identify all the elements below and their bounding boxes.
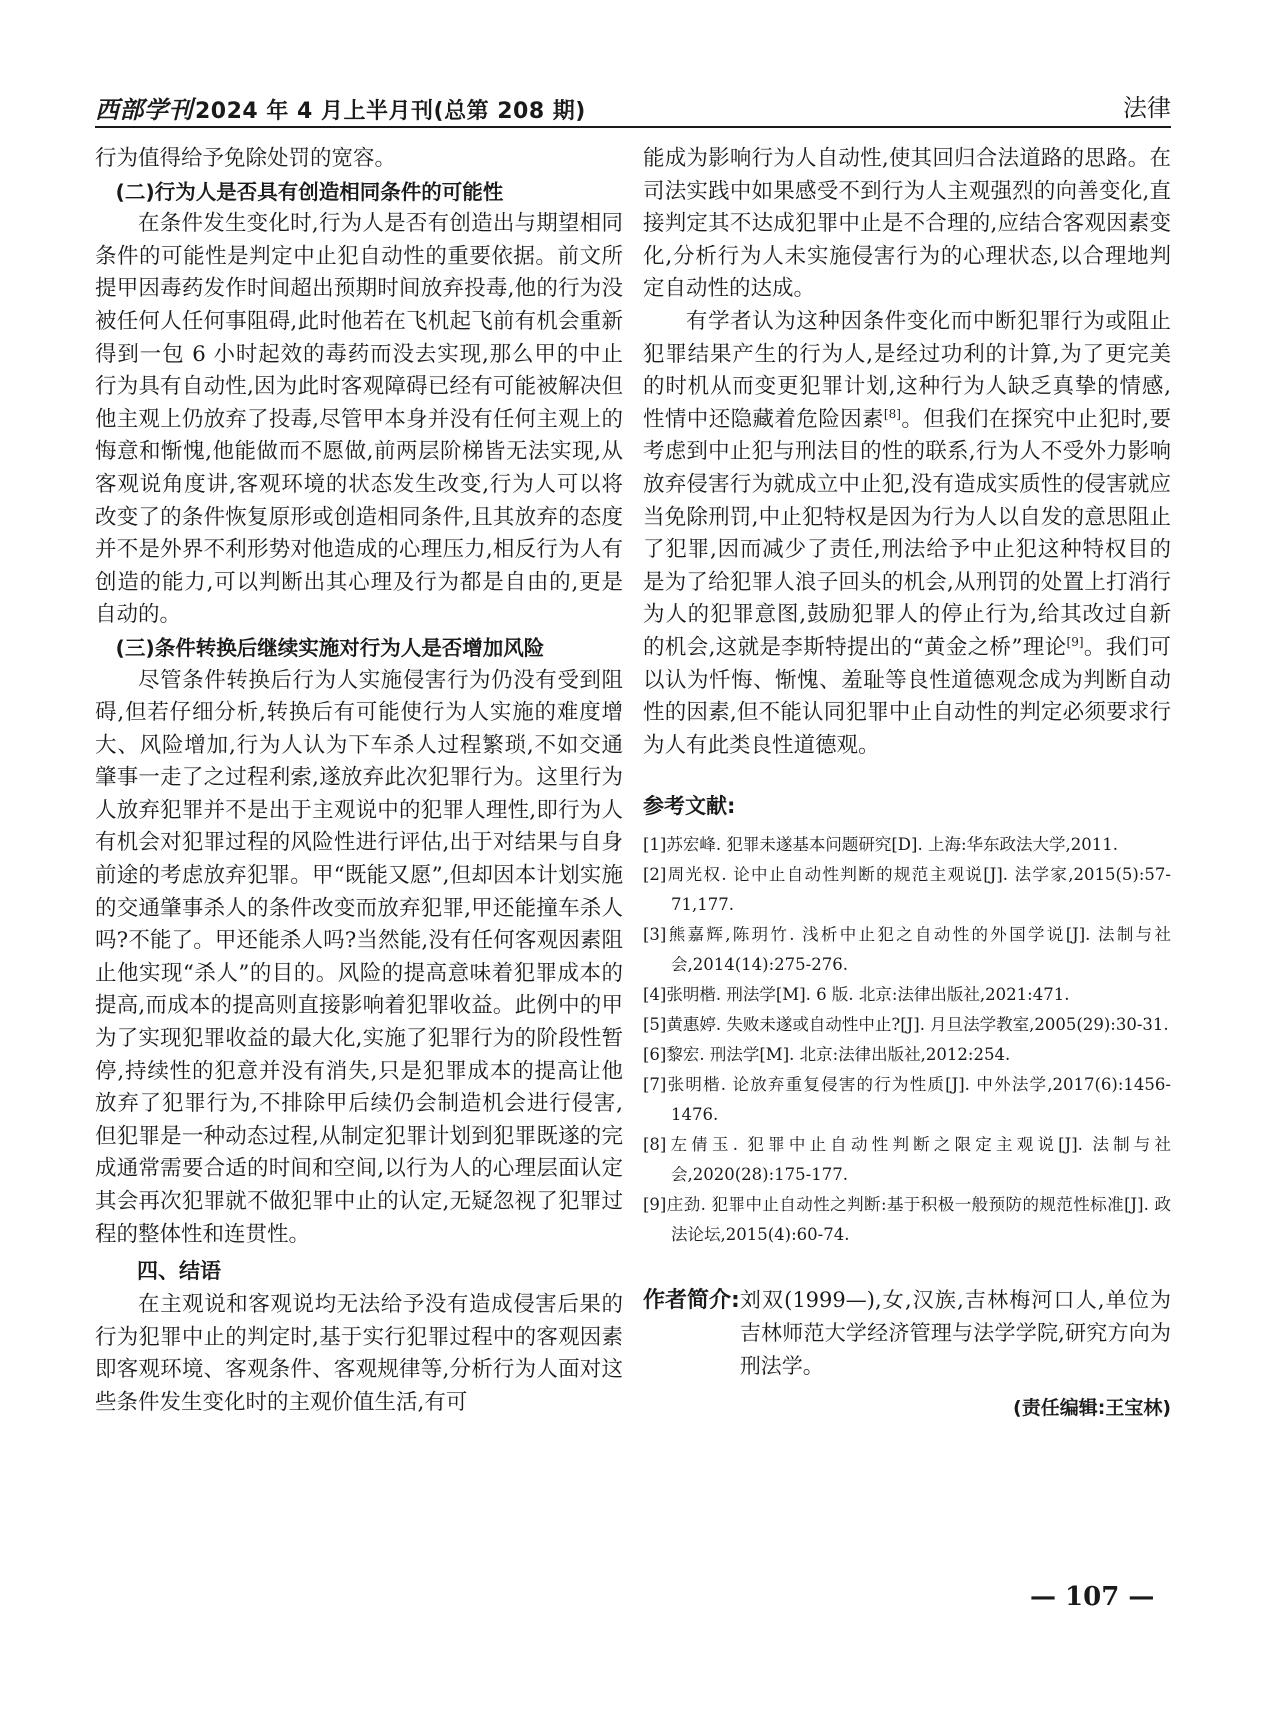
reference-item: [6]黎宏. 刑法学[M]. 北京:法律出版社,2012:254. [643, 1045, 1011, 1065]
reference-item: [7]张明楷. 论放弃重复侵害的行为性质[J]. 中外法学,2017(6):1456-1476. [643, 1075, 1171, 1125]
paragraph: 在条件发生变化时,行为人是否有创造出与期望相同条件的可能性是判定中止犯自动性的重要依据。前文所提甲因毒药发作时间超出预期时间放弃投毒,他的行为没被任何人任何事阻碍,此时他若在飞机起飞前有机会重新得到一包 6 小时起效的毒药而没去实现,那么甲的中止行为具有自动性,因为此时客观障碍已经有可能被解决但他主观上仍放弃了投毒,尽管甲本身并没有任何主观上的悔意和惭愧,他能做而不愿做,前两层阶梯皆无法实现,从客观说角度讲,客观环境的状态发生改变,行为人可以将改变了的条件恢复原形或创造相同条件,且其放弃的态度并不是外界不利形势对他造成的心理压力,相反行为人有创造的能力,可以判断出其心理及行为都是自由的,更是自动的。 [95, 211, 623, 628]
responsible-editor: (责任编辑:王宝林) [1013, 1397, 1171, 1420]
author-bio-text: 刘双(1999—),女,汉族,吉林梅河口人,单位为吉林师范大学经济管理与法学学院,研究方向为刑法学。 [739, 1288, 1171, 1379]
citation-9[interactable]: [9] [1066, 634, 1084, 649]
paragraph-continued: 行为值得给予免除处罚的宽容。 [95, 146, 397, 171]
reference-item: [2]周光权. 论中止自动性判断的规范主观说[J]. 法学家,2015(5):57-71,177. [643, 865, 1171, 915]
references-title: 参考文献: [643, 794, 736, 819]
page-number: — 107 — [1030, 1582, 1155, 1612]
section-label: 法律 [1123, 94, 1171, 122]
section-heading-conclusion: 四、结语 [137, 1259, 221, 1284]
running-header [95, 84, 1171, 128]
subheading-two: (二)行为人是否具有创造相同条件的可能性 [115, 179, 504, 204]
reference-item: [4]张明楷. 刑法学[M]. 6 版. 北京:法律出版社,2021:471. [643, 985, 1070, 1005]
reference-item: [3]熊嘉辉,陈玥竹. 浅析中止犯之自动性的外国学说[J]. 法制与社会,2014(14):275-276. [643, 925, 1171, 975]
author-bio [643, 1284, 1171, 1383]
reference-item: [8]左倩玉. 犯罪中止自动性判断之限定主观说[J]. 法制与社会,2020(28):175-177. [643, 1135, 1171, 1185]
paragraph: 尽管条件转换后行为人实施侵害行为仍没有受到阻碍,但若仔细分析,转换后有可能使行为人实施的难度增大、风险增加,行为人认为下车杀人过程繁琐,不如交通肇事一走了之过程利索,遂放弃此次犯罪行为。这里行为人放弃犯罪并不是出于主观说中的犯罪人理性,即行为人有机会对犯罪过程的风险性进行评估,出于对结果与自身前途的考虑放弃犯罪。甲“既能又愿”,但却因本计划实施的交通肇事杀人的条件改变而放弃犯罪,甲还能撞车杀人吗?不能了。甲还能杀人吗?当然能,没有任何客观因素阻止他实现“杀人”的目的。风险的提高意味着犯罪成本的提高,而成本的提高则直接影响着犯罪收益。此例中的甲为了实现犯罪收益的最大化,实施了犯罪行为的阶段性暂停,持续性的犯意并没有消失,只是犯罪成本的提高让他放弃了犯罪行为,不排除甲后续仍会制造机会进行侵害,但犯罪是一种动态过程,从制定犯罪计划到犯罪既遂的完成通常需要合适的时间和空间,以行为人的心理层面认定其会再次犯罪就不做犯罪中止的认定,无疑忽视了犯罪过程的整体性和连贯性。 [95, 667, 623, 1247]
issue-info: 2024 年 4 月上半月刊(总第 208 期) [195, 99, 586, 124]
paragraph-continued: 能成为影响行为人自动性,使其回归合法道路的思路。在司法实践中如果感受不到行为人主观强烈的向善变化,直接判定其不达成犯罪中止是不合理的,应结合客观因素变化,分析行为人未实施侵害行为的心理状态,以合理地判定自动性的达成。 [643, 146, 1171, 302]
reference-item: [5]黄惠婷. 失败未遂或自动性中止?[J]. 月旦法学教室,2005(29):30-31. [643, 1015, 1169, 1035]
citation-8[interactable]: [8] [883, 406, 901, 421]
paragraph: 在主观说和客观说均无法给予没有造成侵害后果的行为犯罪中止的判定时,基于实行犯罪过程中的客观因素即客观环境、客观条件、客观规律等,分析行为人面对这些条件发生变化时的主观价值生活,有可 [95, 1292, 623, 1415]
references-list [643, 830, 1171, 1250]
left-column [95, 143, 623, 1420]
paragraph: 有学者认为这种因条件变化而中断犯罪行为或阻止犯罪结果产生的行为人,是经过功利的计算,为了更完美的时机从而变更犯罪计划,这种行为人缺乏真挚的情感,性情中还隐藏着危险因素[8]。但我们在探究中止犯时,要考虑到中止犯与刑法目的性的联系,行为人不受外力影响放弃侵害行为就成立中止犯,没有造成实质性的侵害就应当免除刑罚,中止犯特权是因为行为人以自发的意思阻止了犯罪,因而减少了责任,刑法给予中止犯这种特权目的是为了给犯罪人浪子回头的机会,从刑罚的处置上打消行为人的犯罪意图,鼓励犯罪人的停止行为,给其改过自新的机会,这就是李斯特提出的“黄金之桥”理论[9]。我们可以认为忏悔、惭愧、羞耻等良性道德观念成为判断自动性的因素,但不能认同犯罪中止自动性的判定必须要求行为人有此类良性道德观。 [643, 308, 1171, 758]
subheading-three: (三)条件转换后继续实施对行为人是否增加风险 [115, 635, 545, 660]
right-column [643, 143, 1171, 1420]
header-journal-info [95, 90, 586, 125]
reference-item: [9]庄劲. 犯罪中止自动性之判断:基于积极一般预防的规范性标准[J]. 政法论坛,2015(4):60-74. [643, 1195, 1171, 1245]
reference-item: [1]苏宏峰. 犯罪未遂基本问题研究[D]. 上海:华东政法大学,2011. [643, 835, 1118, 855]
author-bio-label: 作者简介: [643, 1288, 740, 1314]
journal-logo: 西部学刊 [95, 95, 193, 124]
